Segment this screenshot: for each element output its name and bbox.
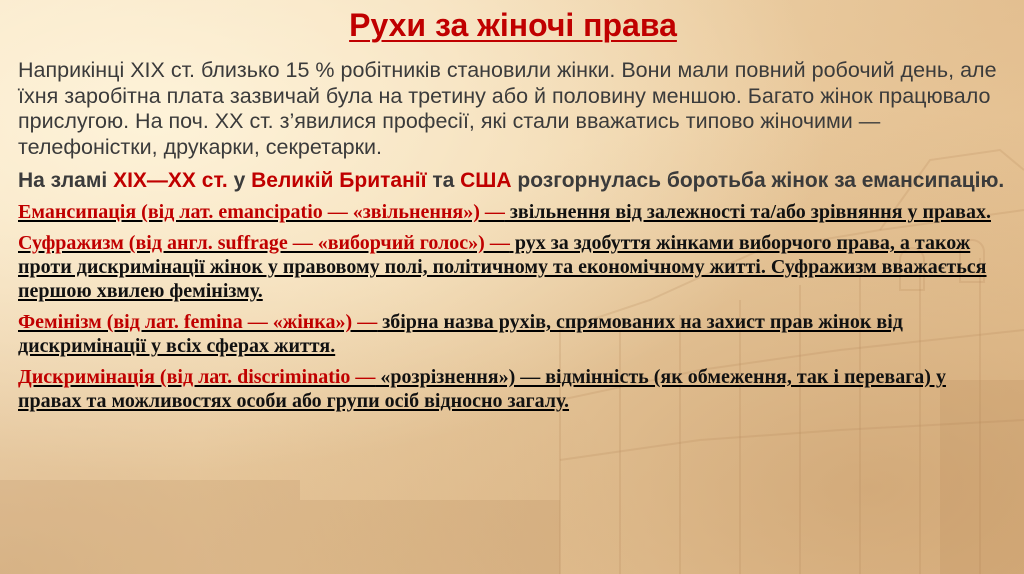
definition-term: Суфражизм (від англ. suffrage — «виборчий голос») — xyxy=(18,232,510,254)
lead-paragraph xyxy=(18,168,1008,194)
highlight-britain: Великій Британії xyxy=(251,169,427,192)
slide-title: Рухи за жіночі права xyxy=(349,7,677,43)
definition-text: збірна назва рухів, спрямованих на захист прав жінок від дискримінації у всіх сферах життя. xyxy=(18,311,903,357)
definitions-list xyxy=(18,200,1008,413)
definition-feminism xyxy=(18,310,1008,358)
definition-term: Дискримінація (від лат. discriminatio — xyxy=(18,366,376,388)
definition-term: Емансипація (від лат. emancipatio — «звільнення») — xyxy=(18,201,505,223)
lead-text: розгорнулась боротьба жінок за емансипацію. xyxy=(511,169,1005,192)
definition-text: рух за здобуття жінками виборчого права, а також проти дискримінації жінок у правовому полі, політичному та економічному житті. Суфражизм вважається першою хвилею фемінізму. xyxy=(18,232,987,302)
definition-emancipation xyxy=(18,200,1008,224)
definition-text: звільнення від залежності та/або зрівняння у правах. xyxy=(504,201,991,223)
intro-paragraph: Наприкінці XIX ст. близько 15 % робітників становили жінки. Вони мали повний робочий день, але їхня заробітна плата зазвичай була на третину або й половину меншою. Багато жінок працювало прислугою. На поч. XX ст. з’явилися професії, які стали вважатись типово жіночими — телефоністки, друкарки, секретарки. xyxy=(18,58,997,159)
highlight-era: XIX—XX ст. xyxy=(113,169,228,192)
definition-text: «розрізнення») — відмінність (як обмеження, так і перевага) у правах та можливостях особи або групи осіб відносно загалу. xyxy=(18,366,946,412)
definition-discrimination xyxy=(18,365,1008,413)
definition-term: Фемінізм (від лат. femina — «жінка») — xyxy=(18,311,378,333)
lead-text: На зламі xyxy=(18,169,114,192)
highlight-usa: США xyxy=(460,169,512,192)
lead-text: у xyxy=(227,169,252,192)
lead-text: та xyxy=(426,169,461,192)
definition-suffragism xyxy=(18,231,1008,303)
